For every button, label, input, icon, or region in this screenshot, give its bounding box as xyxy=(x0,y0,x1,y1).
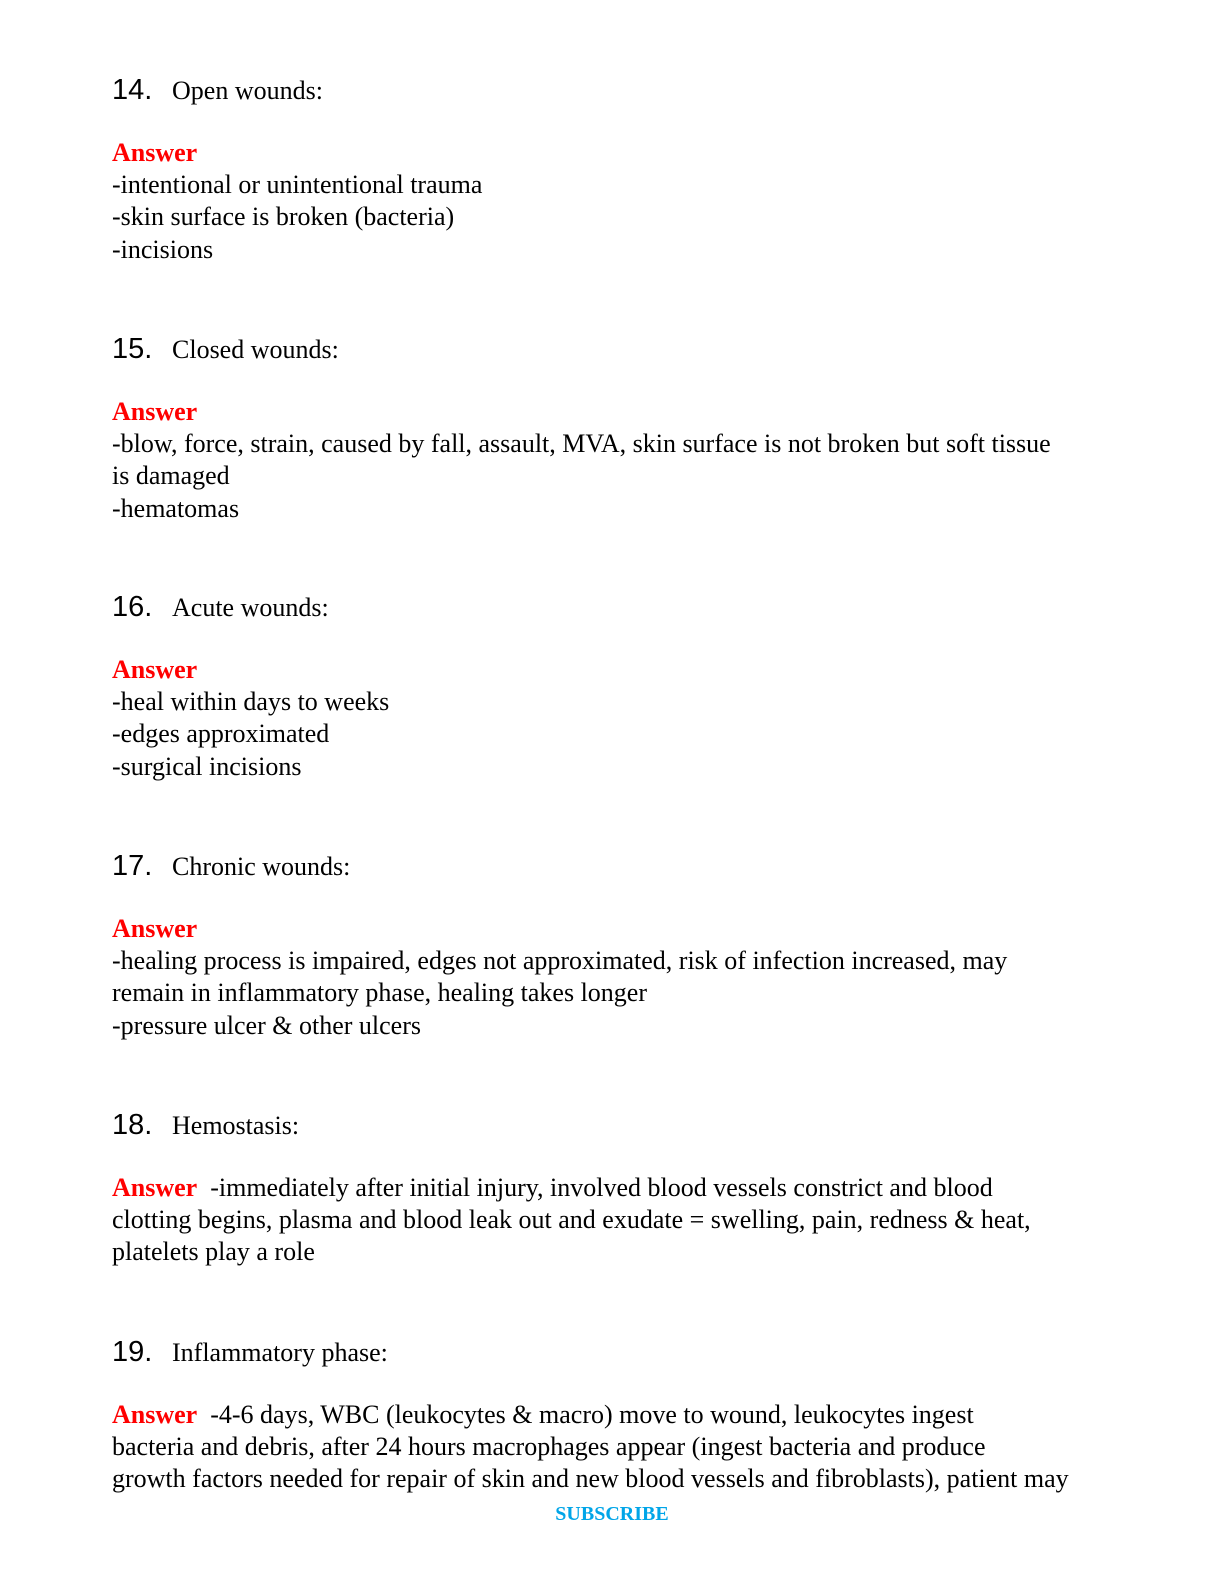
answer-line: -intentional or unintentional trauma xyxy=(112,170,483,200)
answer-line: -edges approximated xyxy=(112,719,330,749)
answer-line: clotting begins, plasma and blood leak out and exudate = swelling, pain, redness & heat, xyxy=(112,1205,1031,1235)
answer-first-line xyxy=(112,1399,1112,1431)
answer-block xyxy=(112,1172,1112,1269)
answer-block xyxy=(112,396,1112,525)
question-17 xyxy=(112,849,1112,1042)
question-title: Acute wounds: xyxy=(172,593,329,622)
question-19 xyxy=(112,1335,1112,1496)
answer-label: Answer xyxy=(112,1173,198,1202)
question-14 xyxy=(112,73,1112,266)
question-number: 16. xyxy=(112,591,153,623)
subscribe-link[interactable]: SUBSCRIBE xyxy=(555,1503,669,1525)
question-16 xyxy=(112,590,1112,783)
answer-line: remain in inflammatory phase, healing takes longer xyxy=(112,978,647,1008)
answer-inline-text: -immediately after initial injury, involved blood vessels constrict and blood xyxy=(210,1173,993,1202)
question-number: 17. xyxy=(112,850,153,882)
question-heading xyxy=(112,1335,1112,1369)
answer-first-line xyxy=(112,1172,1112,1204)
question-title: Chronic wounds: xyxy=(172,852,351,881)
question-18 xyxy=(112,1108,1112,1269)
question-title: Hemostasis: xyxy=(172,1111,300,1140)
answer-label: Answer xyxy=(112,1400,198,1429)
question-title: Closed wounds: xyxy=(172,335,339,364)
question-heading xyxy=(112,1108,1112,1142)
answer-line: -pressure ulcer & other ulcers xyxy=(112,1010,421,1040)
question-heading xyxy=(112,849,1112,883)
question-number: 14. xyxy=(112,74,153,106)
question-number: 18. xyxy=(112,1109,153,1141)
answer-line: platelets play a role xyxy=(112,1237,315,1267)
answer-label: Answer xyxy=(112,138,198,167)
answer-block xyxy=(112,1399,1112,1496)
answer-line: bacteria and debris, after 24 hours macrophages appear (ingest bacteria and produce xyxy=(112,1432,986,1462)
answer-line: -blow, force, strain, caused by fall, assault, MVA, skin surface is not broken but soft tissue xyxy=(112,429,1051,459)
answer-inline-text: -4-6 days, WBC (leukocytes & macro) move to wound, leukocytes ingest xyxy=(210,1400,974,1429)
answer-line: is damaged xyxy=(112,461,230,491)
answer-line: -surgical incisions xyxy=(112,751,302,781)
answer-label: Answer xyxy=(112,914,198,943)
question-number: 15. xyxy=(112,333,153,365)
answer-block xyxy=(112,654,1112,783)
answer-block xyxy=(112,137,1112,266)
answer-block xyxy=(112,913,1112,1042)
question-number: 19. xyxy=(112,1336,153,1368)
question-15 xyxy=(112,332,1112,525)
answer-label: Answer xyxy=(112,655,198,684)
question-title: Open wounds: xyxy=(172,76,323,105)
answer-line: -heal within days to weeks xyxy=(112,687,390,717)
answer-label: Answer xyxy=(112,397,198,426)
answer-line: -skin surface is broken (bacteria) xyxy=(112,202,455,232)
answer-line: -incisions xyxy=(112,234,214,264)
question-heading xyxy=(112,332,1112,366)
answer-line: -hematomas xyxy=(112,493,240,523)
question-title: Inflammatory phase: xyxy=(172,1338,388,1367)
question-heading xyxy=(112,73,1112,107)
question-heading xyxy=(112,590,1112,624)
answer-line: growth factors needed for repair of skin and new blood vessels and fibroblasts), patient may xyxy=(112,1464,1069,1494)
answer-line: -healing process is impaired, edges not approximated, risk of infection increased, may xyxy=(112,946,1008,976)
